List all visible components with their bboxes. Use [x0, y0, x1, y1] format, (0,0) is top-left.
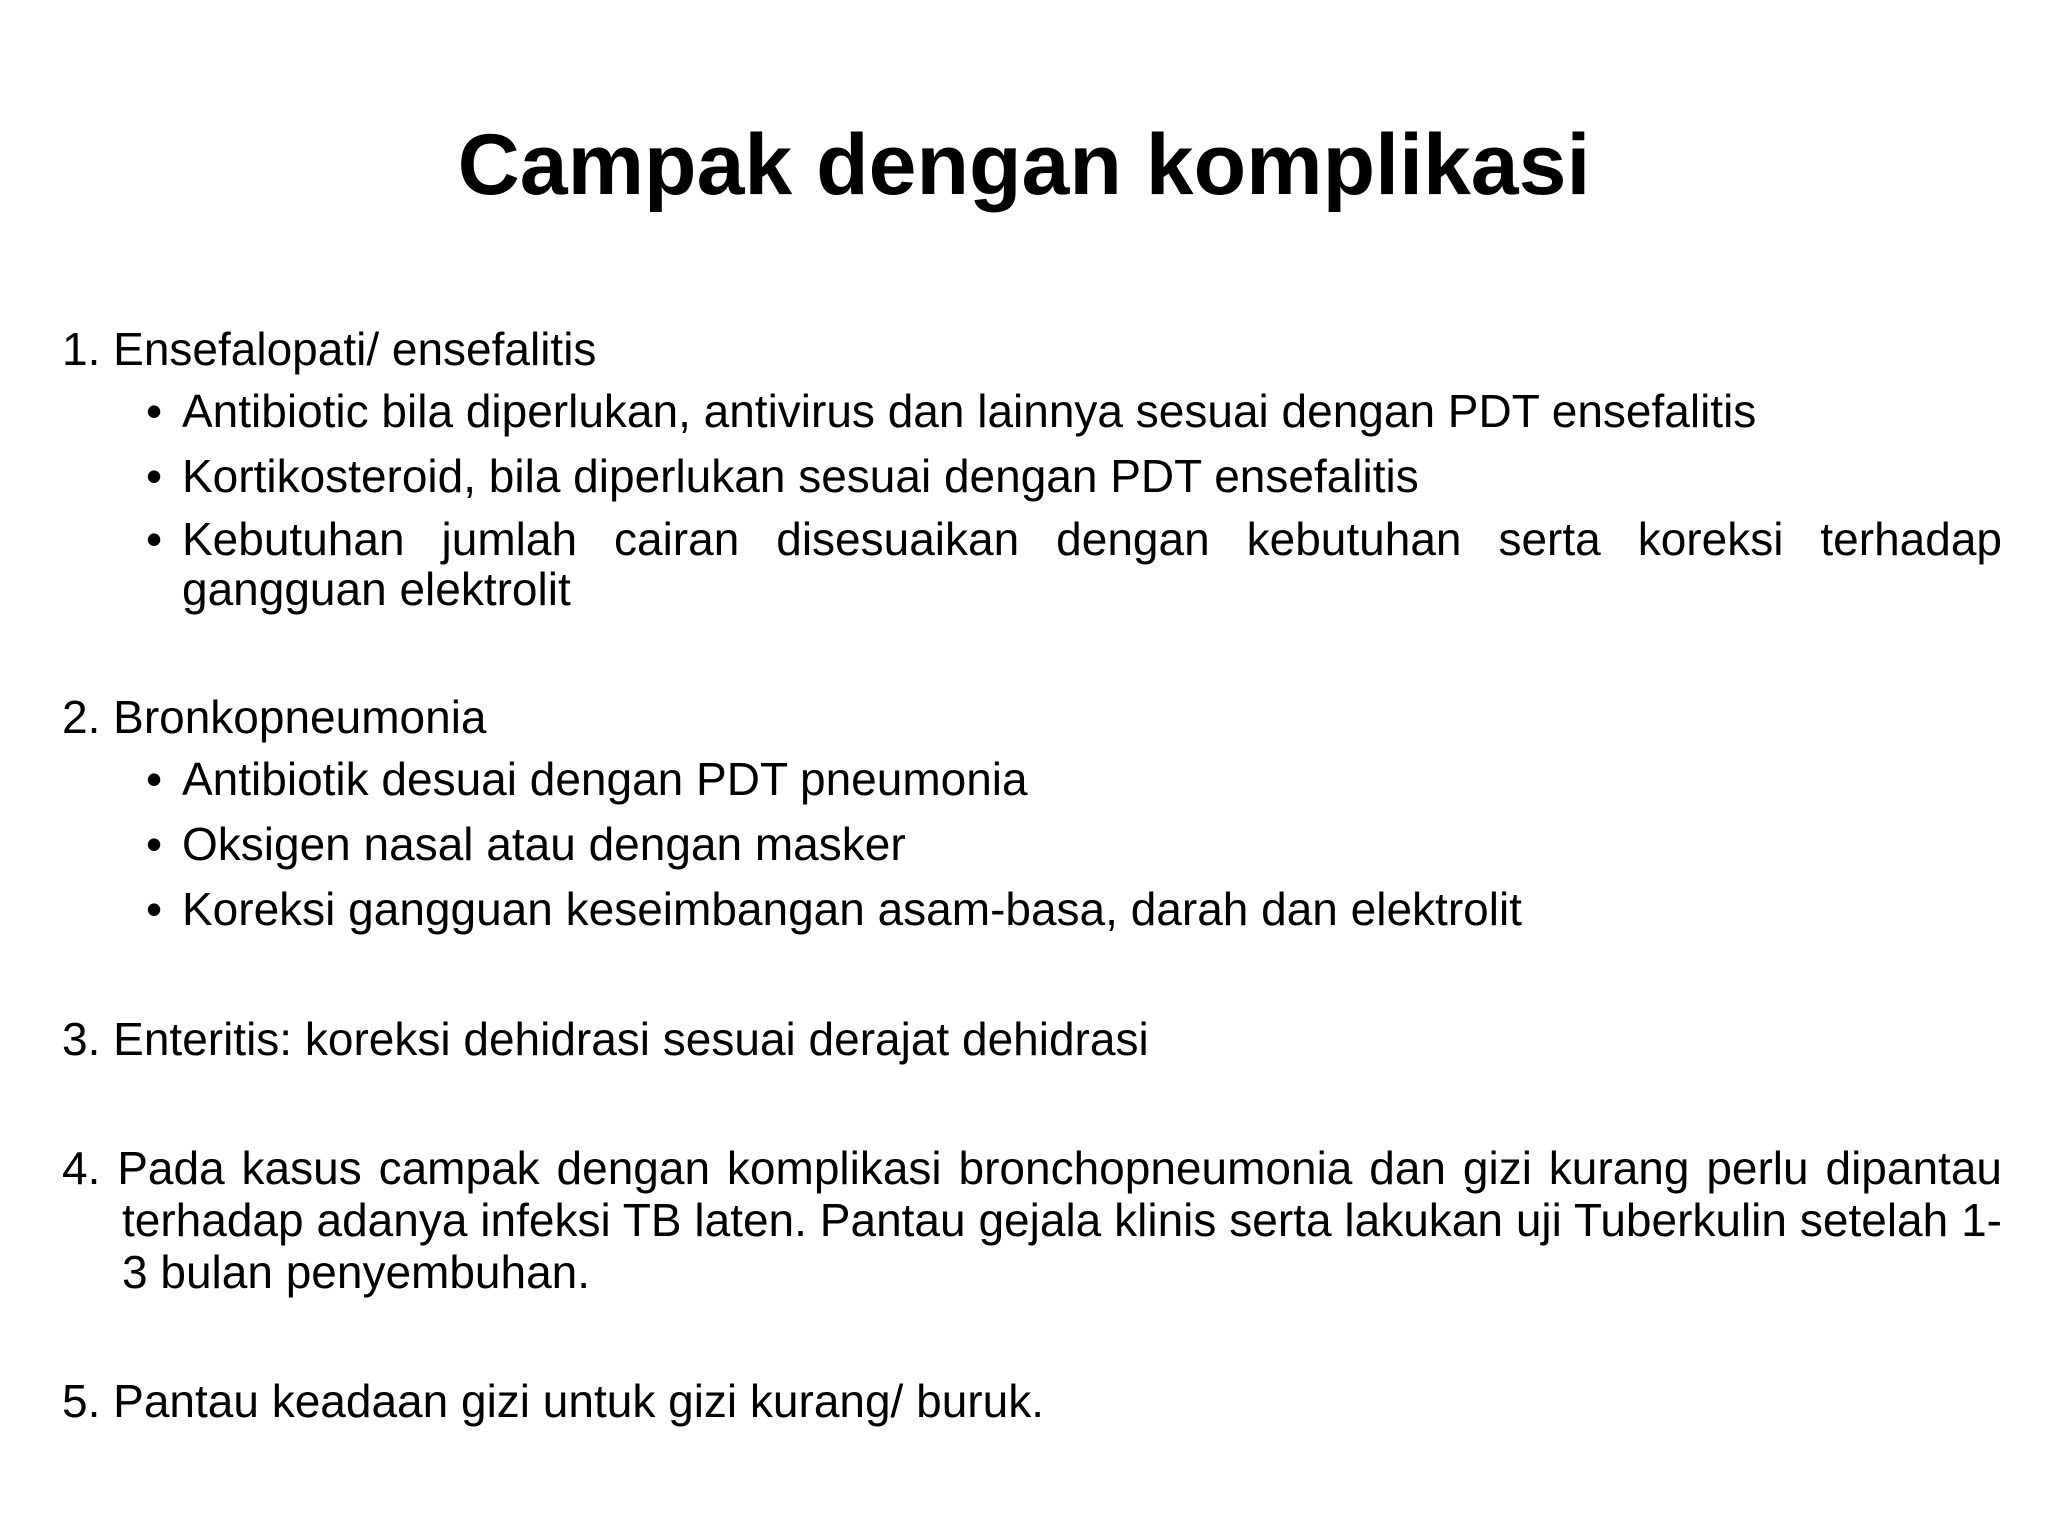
bullet-text: Oksigen nasal atau dengan masker	[182, 818, 906, 870]
list-item-3	[62, 1012, 2002, 1066]
list-item-2-bullets	[62, 752, 2002, 936]
bullet-icon: •	[146, 385, 163, 437]
bullet-icon: •	[146, 450, 163, 502]
list-item-4	[62, 1142, 2002, 1298]
bullet-text: Antibiotic bila diperlukan, antivirus dan lainnya sesuai dengan PDT ensefalitis	[182, 385, 1757, 437]
bullet-text: Antibiotik desuai dengan PDT pneumonia	[182, 753, 1028, 805]
list-item-1-bullets	[62, 384, 2002, 614]
list-item-1	[62, 322, 2002, 614]
bullet-icon: •	[146, 818, 163, 870]
bullet-text: Koreksi gangguan keseimbangan asam-basa, darah dan elektrolit	[182, 883, 1522, 935]
slide-title: Campak dengan komplikasi	[457, 117, 1591, 213]
list-item-2	[62, 690, 2002, 936]
slide-content	[62, 322, 2002, 1428]
bullet-text: Kebutuhan jumlah cairan disesuaikan dengan kebutuhan serta koreksi terhadap gangguan elektrolit	[182, 513, 2002, 615]
list-item-5-text: 5. Pantau keadaan gizi untuk gizi kurang/ buruk.	[62, 1375, 1044, 1427]
bullet-item	[62, 817, 2002, 871]
list-item-1-text: 1. Ensefalopati/ ensefalitis	[62, 323, 597, 375]
bullet-text: Kortikosteroid, bila diperlukan sesuai dengan PDT ensefalitis	[182, 450, 1419, 502]
bullet-item	[62, 882, 2002, 936]
bullet-item	[62, 384, 2002, 438]
bullet-item	[62, 514, 2002, 614]
bullet-item	[62, 752, 2002, 806]
bullet-icon: •	[146, 753, 163, 805]
list-item-5	[62, 1374, 2002, 1428]
list-item-2-text: 2. Bronkopneumonia	[62, 691, 487, 743]
bullet-icon: •	[146, 883, 163, 935]
list-item-4-text: 4. Pada kasus campak dengan komplikasi bronchopneumonia dan gizi kurang perlu dipantau terhadap adanya infeksi TB laten. Pantau gejala klinis serta lakukan uji Tuberkulin setelah 1-3 bulan penyembuhan.	[62, 1142, 2002, 1298]
bullet-item	[62, 449, 2002, 503]
list-item-3-text: 3. Enteritis: koreksi dehidrasi sesuai derajat dehidrasi	[62, 1013, 1149, 1065]
bullet-icon: •	[146, 513, 163, 565]
